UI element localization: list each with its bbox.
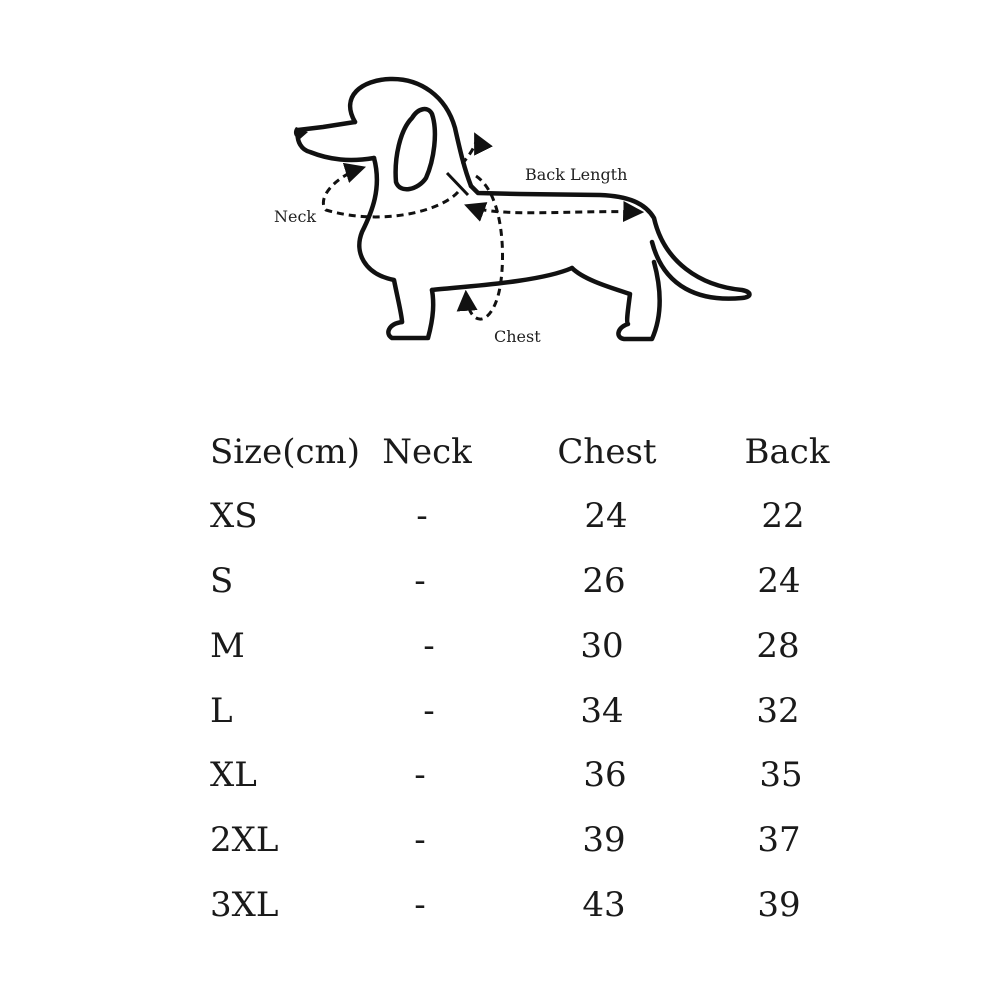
row-neck: - xyxy=(416,496,428,536)
back-length-label: Back Length xyxy=(525,165,628,184)
back-length-arrow xyxy=(468,206,640,213)
row-back: 32 xyxy=(756,691,800,731)
row-size: 3XL xyxy=(210,885,279,925)
row-neck: - xyxy=(414,885,426,925)
chest-measure-arrow xyxy=(466,176,503,319)
dog-outline xyxy=(298,79,750,339)
row-chest: 30 xyxy=(580,626,624,666)
row-neck: - xyxy=(423,691,435,731)
row-back: 39 xyxy=(757,885,801,925)
row-size: S xyxy=(210,561,234,601)
row-back: 28 xyxy=(756,626,800,666)
row-chest: 39 xyxy=(582,820,626,860)
row-neck: - xyxy=(414,561,426,601)
row-size: L xyxy=(210,691,233,731)
row-back: 37 xyxy=(757,820,801,860)
header-chest: Chest xyxy=(557,432,657,472)
row-size: 2XL xyxy=(210,820,279,860)
row-size: M xyxy=(210,626,245,666)
row-neck: - xyxy=(414,755,426,795)
header-neck: Neck xyxy=(382,432,472,472)
row-size: XL xyxy=(210,755,257,795)
row-back: 24 xyxy=(757,561,801,601)
row-back: 22 xyxy=(761,496,805,536)
row-chest: 34 xyxy=(580,691,624,731)
row-chest: 24 xyxy=(584,496,628,536)
row-neck: - xyxy=(423,626,435,666)
chest-label: Chest xyxy=(494,327,541,346)
row-chest: 26 xyxy=(582,561,626,601)
row-chest: 36 xyxy=(583,755,627,795)
header-size: Size(cm) xyxy=(210,432,361,472)
row-chest: 43 xyxy=(582,885,626,925)
dog-measurement-diagram xyxy=(0,0,1000,380)
row-back: 35 xyxy=(759,755,803,795)
row-neck: - xyxy=(414,820,426,860)
row-size: XS xyxy=(210,496,258,536)
header-back: Back xyxy=(744,432,830,472)
neck-label: Neck xyxy=(274,207,317,226)
